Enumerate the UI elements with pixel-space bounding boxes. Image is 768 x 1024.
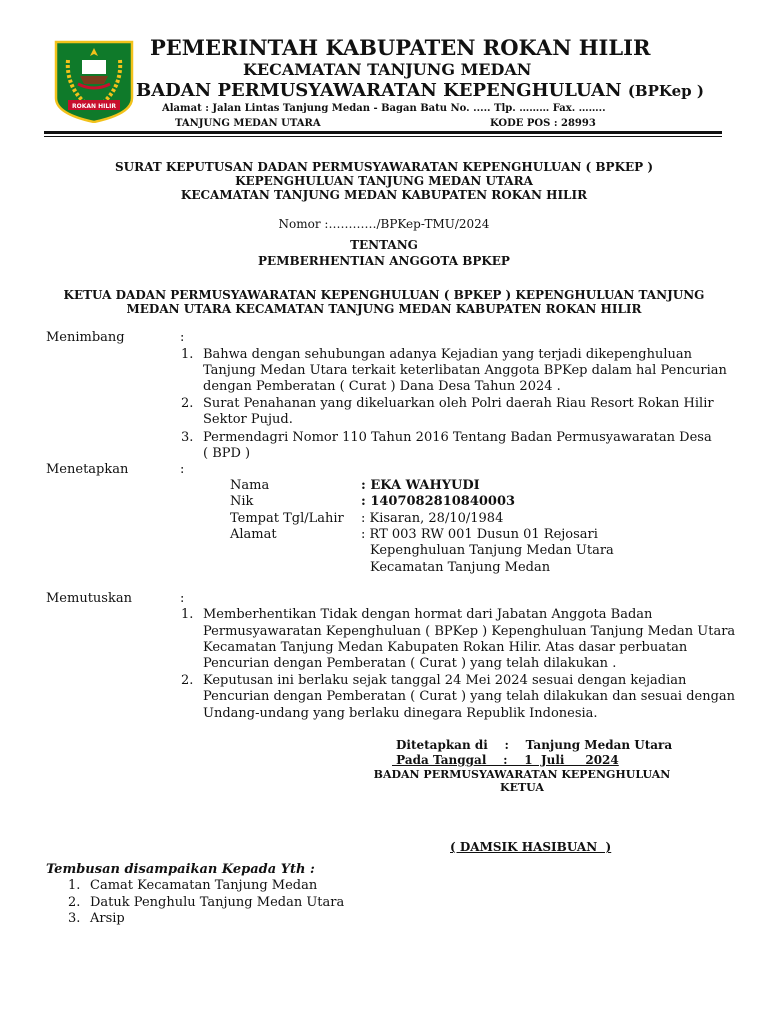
memutuskan-item-1-line: Pencurian dengan Pemberatan ( Curat ) yang telah dilakukan .: [203, 656, 617, 671]
heading-line-2: KEPENGHULUAN TANJUNG MEDAN UTARA: [235, 174, 533, 188]
memutuskan-item-1-num: 1.: [181, 607, 194, 622]
signature-org: BADAN PERMUSYAWARATAN KEPENGHULUAN: [373, 768, 671, 781]
field-value-ttl: : Kisaran, 28/10/1984: [361, 511, 504, 526]
menetapkan-label: Menetapkan: [46, 462, 129, 477]
letterhead-body: [136, 80, 704, 101]
letterhead-body-name: BADAN PERMUSYAWARATAN KEPENGHULUAN: [136, 80, 622, 101]
field-value-nama: : EKA WAHYUDI: [361, 478, 480, 493]
menimbang-item-1-line: dengan Pemberatan ( Curat ) Dana Desa Tahun 2024 .: [203, 379, 561, 394]
letterhead-rule: [44, 131, 722, 134]
tembusan-item-num: 3.: [68, 911, 81, 926]
memutuskan-label: Memutuskan: [46, 591, 132, 606]
logo-text: ROKAN HILIR: [71, 103, 117, 110]
menimbang-item-1-line: Tanjung Medan Utara terkait keterlibatan Anggota BPKep dalam hal Pencurian: [203, 363, 727, 378]
tembusan-title: Tembusan disampaikan Kepada Yth :: [46, 862, 315, 877]
letterhead-body-abbr: (BPKep ): [627, 82, 704, 100]
letterhead-logo: [54, 40, 134, 123]
letterhead-title: PEMERINTAH KABUPATEN ROKAN HILIR: [150, 35, 651, 60]
menimbang-item-1-line: Bahwa dengan sehubungan adanya Kejadian yang terjadi dikepenghuluan: [203, 347, 693, 362]
letterhead-postcode: KODE POS : 28993: [490, 118, 596, 129]
menimbang-colon: :: [180, 330, 185, 345]
field-value-alamat: : RT 003 RW 001 Dusun 01 Rejosari: [361, 527, 598, 542]
heading-line-1: SURAT KEPUTUSAN DADAN PERMUSYAWARATAN KEPENGHULUAN ( BPKEP ): [114, 160, 654, 174]
signature-place: Ditetapkan di : Tanjung Medan Utara: [396, 738, 673, 752]
memutuskan-item-2-num: 2.: [181, 673, 194, 688]
signatory-name: ( DAMSIK HASIBUAN ): [450, 840, 612, 854]
field-label-alamat: Alamat: [230, 527, 277, 542]
memutuskan-item-1-line: Kecamatan Tanjung Medan Kabupaten Rokan Hilir. Atas dasar perbuatan: [203, 640, 688, 655]
decree-subject: PEMBERHENTIAN ANGGOTA BPKEP: [258, 254, 510, 268]
menimbang-item-3-line: ( BPD ): [203, 446, 251, 461]
menimbang-item-3-line: Permendagri Nomor 110 Tahun 2016 Tentang Badan Permusyawaratan Desa: [203, 430, 712, 445]
tembusan-item-num: 2.: [68, 895, 81, 910]
memutuskan-item-1-line: Memberhentikan Tidak dengan hormat dari Jabatan Anggota Badan: [203, 607, 653, 622]
letterhead-address: Alamat : Jalan Lintas Tanjung Medan - Bagan Batu No. ..... Tlp. ……… Fax. ……..: [162, 103, 606, 114]
tembusan-item: Datuk Penghulu Tanjung Medan Utara: [90, 895, 345, 910]
signature-role: KETUA: [500, 781, 544, 794]
tembusan-item: Camat Kecamatan Tanjung Medan: [90, 878, 318, 893]
letterhead-place: TANJUNG MEDAN UTARA: [175, 118, 321, 129]
memutuskan-item-2-line: Undang-undang yang berlaku dinegara Republik Indonesia.: [203, 706, 598, 721]
menimbang-label: Menimbang: [46, 330, 125, 345]
field-value-alamat-cont: Kepenghuluan Tanjung Medan Utara: [370, 543, 614, 558]
menimbang-item-2-num: 2.: [181, 396, 194, 411]
tembusan-item-num: 1.: [68, 878, 81, 893]
field-value-alamat-cont: Kecamatan Tanjung Medan: [370, 560, 551, 575]
tembusan-item: Arsip: [90, 911, 125, 926]
menimbang-item-3-num: 3.: [181, 430, 194, 445]
menetapkan-colon: :: [180, 462, 185, 477]
menimbang-item-1-num: 1.: [181, 347, 194, 362]
field-label-nama: Nama: [230, 478, 270, 493]
letterhead-district: KECAMATAN TANJUNG MEDAN: [243, 60, 532, 79]
letterhead-rule-thin: [44, 136, 722, 137]
field-label-ttl: Tempat Tgl/Lahir: [230, 511, 344, 526]
authority-line-1: KETUA DADAN PERMUSYAWARATAN KEPENGHULUAN ( BPKEP ) KEPENGHULUAN TANJUNG: [63, 288, 705, 302]
memutuskan-item-2-line: Keputusan ini berlaku sejak tanggal 24 Mei 2024 sesuai dengan kejadian: [203, 673, 687, 688]
memutuskan-item-1-line: Permusyawaratan Kepenghuluan ( BPKep ) Kepenghuluan Tanjung Medan Utara: [203, 624, 736, 639]
tentang-label: TENTANG: [350, 238, 418, 252]
decree-number: Nomor :…………/BPKep-TMU/2024: [278, 217, 490, 231]
memutuskan-colon: :: [180, 591, 185, 606]
heading-line-3: KECAMATAN TANJUNG MEDAN KABUPATEN ROKAN HILIR: [180, 188, 588, 202]
menimbang-item-2-line: Sektor Pujud.: [203, 412, 293, 427]
signature-date: Pada Tanggal : 1 Juli 2024: [392, 753, 619, 767]
menimbang-item-2-line: Surat Penahanan yang dikeluarkan oleh Polri daerah Riau Resort Rokan Hilir: [203, 396, 714, 411]
field-value-nik: : 1407082810840003: [361, 494, 516, 509]
field-label-nik: Nik: [230, 494, 254, 509]
authority-line-2: MEDAN UTARA KECAMATAN TANJUNG MEDAN KABUPATEN ROKAN HILIR: [126, 302, 642, 316]
memutuskan-item-2-line: Pencurian dengan Pemberatan ( Curat ) yang telah dilakukan dan sesuai dengan: [203, 689, 736, 704]
